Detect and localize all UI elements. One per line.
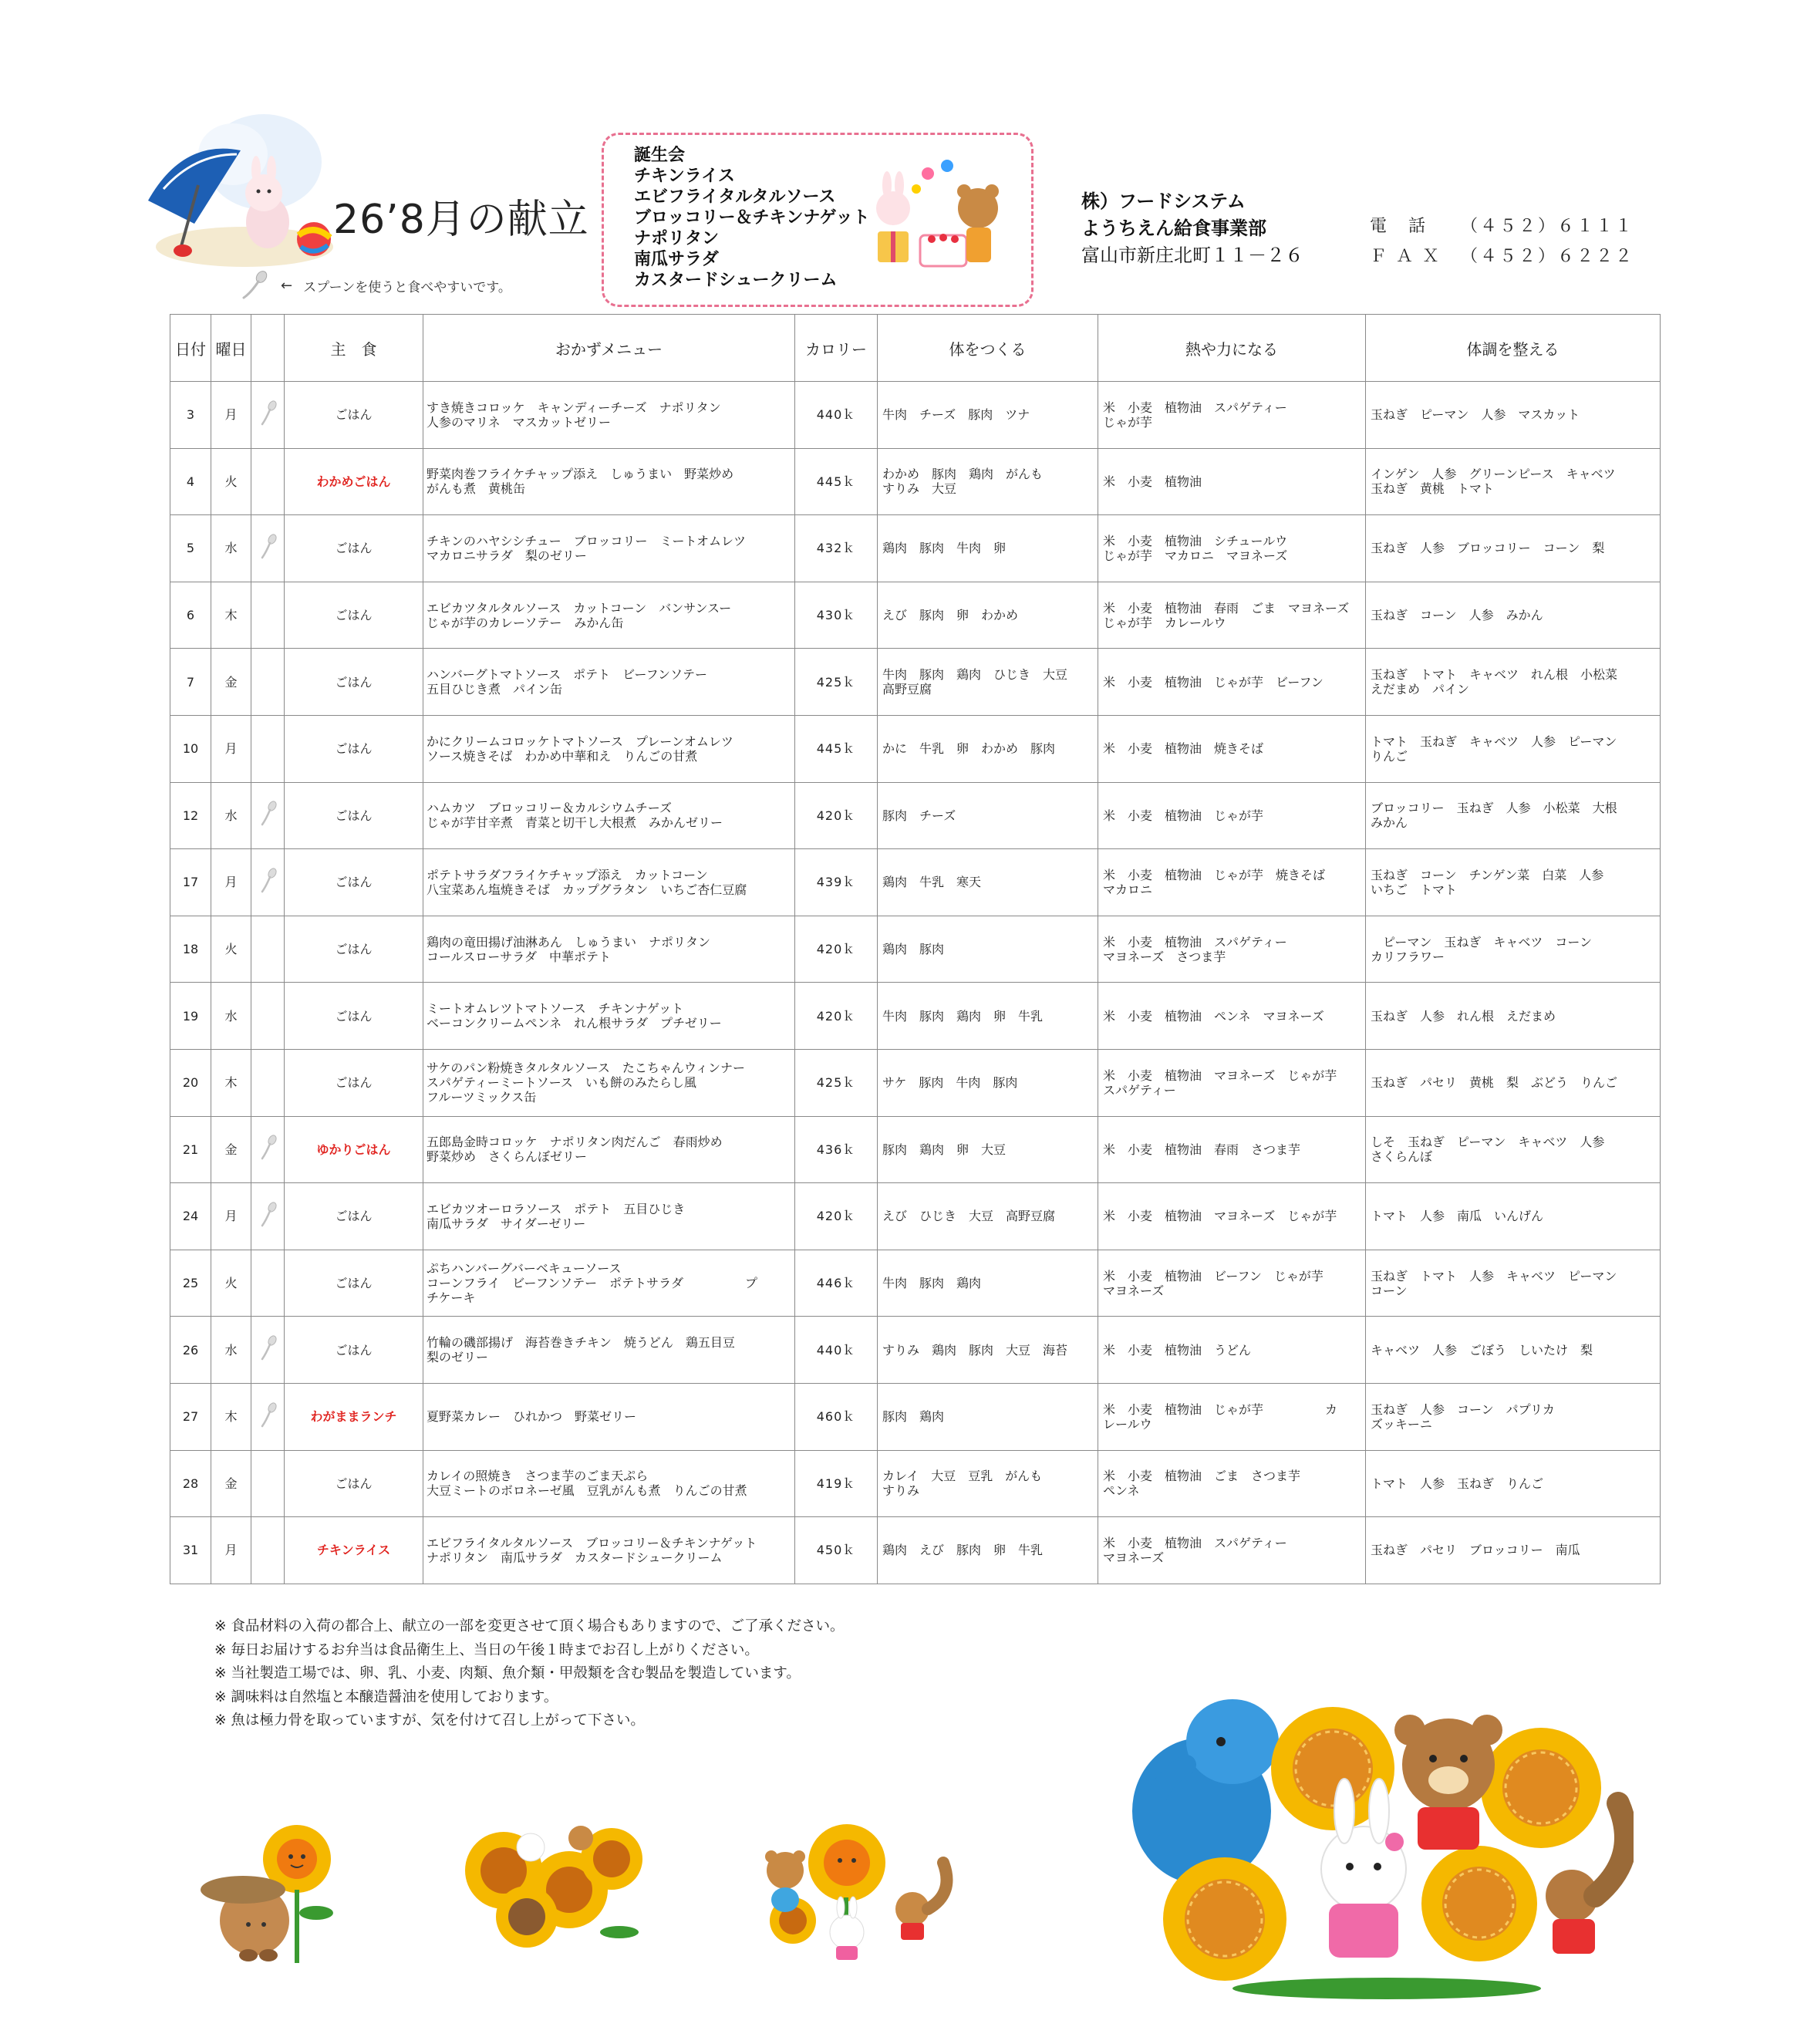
spoon-icon (258, 400, 278, 430)
cell-side-dishes: ハムカツ ブロッコリー＆カルシウムチーズ じゃが芋甘辛煮 青菜と切干し大根煮 みかんゼリー (423, 782, 795, 849)
cell-staple: わがままランチ (285, 1383, 423, 1450)
cell-staple: ごはん (285, 916, 423, 983)
birthday-menu-item: ブロッコリー＆チキンナゲット (634, 208, 870, 228)
col-header-side: おかずメニュー (423, 315, 795, 382)
spoon-icon (258, 1402, 278, 1432)
col-header-energy: 熱や力になる (1098, 315, 1366, 382)
cell-staple: ごはん (285, 382, 423, 449)
cell-spoon (251, 916, 285, 983)
cell-condition: トマト 玉ねぎ キャベツ 人参 ピーマン りんご (1366, 715, 1661, 782)
cell-spoon (251, 983, 285, 1050)
notes (214, 1615, 845, 1733)
cell-body-building: サケ 豚肉 牛肉 豚肉 (878, 1049, 1098, 1116)
cell-date: 12 (170, 782, 211, 849)
birthday-menu-list (634, 145, 870, 291)
cell-side-dishes: チキンのハヤシシチュー ブロッコリー ミートオムレツ マカロニサラダ 梨のゼリー (423, 515, 795, 582)
cell-condition: トマト 人参 玉ねぎ りんご (1366, 1450, 1661, 1517)
cell-calorie: 440ｋ (795, 382, 878, 449)
cell-side-dishes: 鶏肉の竜田揚げ油淋あん しゅうまい ナポリタン コールスローサラダ 中華ポテト (423, 916, 795, 983)
cell-dow: 火 (211, 448, 251, 515)
cell-body-building: すりみ 鶏肉 豚肉 大豆 海苔 (878, 1317, 1098, 1384)
cell-body-building: 鶏肉 豚肉 牛肉 卵 (878, 515, 1098, 582)
cell-date: 17 (170, 849, 211, 916)
cell-date: 26 (170, 1317, 211, 1384)
cell-staple: ごはん (285, 1183, 423, 1250)
table-row (170, 515, 1661, 582)
col-header-calorie: カロリー (795, 315, 878, 382)
table-row (170, 715, 1661, 782)
cell-condition: 玉ねぎ トマト 人参 キャベツ ピーマン コーン (1366, 1250, 1661, 1317)
cell-energy: 米 小麦 植物油 スパゲティー マヨネーズ さつま芋 (1098, 916, 1366, 983)
spoon-icon (258, 1202, 278, 1231)
table-row (170, 1183, 1661, 1250)
birthday-menu-item: 誕生会 (634, 146, 686, 165)
cell-body-building: 牛肉 豚肉 鶏肉 ひじき 大豆 高野豆腐 (878, 649, 1098, 716)
cell-date: 25 (170, 1250, 211, 1317)
cell-calorie: 439ｋ (795, 849, 878, 916)
cell-body-building: カレイ 大豆 豆乳 がんも すりみ (878, 1450, 1098, 1517)
cell-energy: 米 小麦 植物油 スパゲティー じゃが芋 (1098, 382, 1366, 449)
bear-bunny-squirrel-sunflowers-illustration (754, 1816, 955, 1963)
cell-condition: トマト 人参 南瓜 いんげん (1366, 1183, 1661, 1250)
col-header-staple: 主 食 (285, 315, 423, 382)
table-row (170, 849, 1661, 916)
cell-energy: 米 小麦 植物油 ペンネ マヨネーズ (1098, 983, 1366, 1050)
cell-staple: ごはん (285, 649, 423, 716)
cell-spoon (251, 448, 285, 515)
cell-body-building: 牛肉 豚肉 鶏肉 (878, 1250, 1098, 1317)
cell-staple: わかめごはん (285, 448, 423, 515)
cell-side-dishes: サケのパン粉焼きタルタルソース たこちゃんウィンナー スパゲティーミートソース いも餅のみたらし風 フルーツミックス缶 (423, 1049, 795, 1116)
cell-dow: 木 (211, 582, 251, 649)
contact-info (1370, 211, 1634, 272)
col-header-condition: 体調を整える (1366, 315, 1661, 382)
cell-date: 6 (170, 582, 211, 649)
spoon-icon (258, 1335, 278, 1364)
table-row (170, 782, 1661, 849)
cell-dow: 水 (211, 515, 251, 582)
col-header-body: 体をつくる (878, 315, 1098, 382)
cell-date: 28 (170, 1450, 211, 1517)
spoon-note-text: スプーンを使うと食べやすいです。 (303, 279, 511, 295)
note-item: ※ 魚は極力骨を取っていますが、気を付けて召し上がって下さい。 (214, 1712, 645, 1729)
cell-body-building: 鶏肉 えび 豚肉 卵 牛乳 (878, 1517, 1098, 1584)
cell-spoon (251, 1450, 285, 1517)
col-header-dow: 曜日 (211, 315, 251, 382)
table-row (170, 448, 1661, 515)
table-header-row (170, 315, 1661, 382)
cell-date: 10 (170, 715, 211, 782)
cell-energy: 米 小麦 植物油 春雨 ごま マヨネーズ じゃが芋 カレールウ (1098, 582, 1366, 649)
cell-side-dishes: かにクリームコロッケトマトソース プレーンオムレツ ソース焼きそば わかめ中華和え りんごの甘煮 (423, 715, 795, 782)
fax-number: （４５２）６２２２ (1461, 247, 1635, 266)
cell-staple: ごはん (285, 1250, 423, 1317)
note-item: ※ 当社製造工場では、卵、乳、小麦、肉類、魚介類・甲殻類を含む製品を製造しています。 (214, 1665, 801, 1681)
cell-calorie: 425ｋ (795, 649, 878, 716)
spoon-icon (239, 270, 270, 301)
menu-table (170, 314, 1661, 1584)
cell-staple: ごはん (285, 983, 423, 1050)
cell-staple: チキンライス (285, 1517, 423, 1584)
arrow-left-icon: ← (281, 277, 293, 294)
sunflower-hedgehog-illustration (201, 1820, 362, 1967)
company-name: 株）フードシステム (1081, 191, 1246, 212)
cell-side-dishes: ミートオムレツトマトソース チキンナゲット ベーコンクリームペンネ れん根サラダ プチゼリー (423, 983, 795, 1050)
cell-body-building: えび 豚肉 卵 わかめ (878, 582, 1098, 649)
cell-energy: 米 小麦 植物油 焼きそば (1098, 715, 1366, 782)
cell-side-dishes: 竹輪の磯部揚げ 海苔巻きチキン 焼うどん 鶏五目豆 梨のゼリー (423, 1317, 795, 1384)
table-row (170, 582, 1661, 649)
cell-staple: ゆかりごはん (285, 1116, 423, 1183)
cell-dow: 水 (211, 1317, 251, 1384)
cell-dow: 水 (211, 983, 251, 1050)
cell-body-building: 牛肉 チーズ 豚肉 ツナ (878, 382, 1098, 449)
cell-side-dishes: エビフライタルタルソース ブロッコリー＆チキンナゲット ナポリタン 南瓜サラダ カスタードシュークリーム (423, 1517, 795, 1584)
cell-condition: 玉ねぎ コーン チンゲン菜 白菜 人参 いちご トマト (1366, 849, 1661, 916)
table-row (170, 1049, 1661, 1116)
cell-staple: ごはん (285, 849, 423, 916)
cell-staple: ごはん (285, 1317, 423, 1384)
cell-spoon (251, 582, 285, 649)
cell-calorie: 420ｋ (795, 916, 878, 983)
cell-staple: ごはん (285, 1450, 423, 1517)
cell-date: 19 (170, 983, 211, 1050)
cell-date: 5 (170, 515, 211, 582)
company-division: ようちえん給食事業部 (1081, 218, 1266, 239)
cell-energy: 米 小麦 植物油 じゃが芋 ビーフン (1098, 649, 1366, 716)
cell-energy: 米 小麦 植物油 春雨 さつま芋 (1098, 1116, 1366, 1183)
cell-body-building: 鶏肉 豚肉 (878, 916, 1098, 983)
cell-condition: ブロッコリー 玉ねぎ 人参 小松菜 大根 みかん (1366, 782, 1661, 849)
cell-date: 20 (170, 1049, 211, 1116)
cell-dow: 火 (211, 1250, 251, 1317)
col-header-date: 日付 (170, 315, 211, 382)
note-item: ※ 調味料は自然塩と本醸造醤油を使用しております。 (214, 1688, 558, 1705)
cell-energy: 米 小麦 植物油 スパゲティー マヨネーズ (1098, 1517, 1366, 1584)
cell-dow: 木 (211, 1049, 251, 1116)
cell-spoon (251, 782, 285, 849)
cell-side-dishes: ぷちハンバーグバーベキューソース コーンフライ ビーフンソテー ポテトサラダ プ チケーキ (423, 1250, 795, 1317)
table-row (170, 1116, 1661, 1183)
cell-spoon (251, 1317, 285, 1384)
cell-body-building: 牛肉 豚肉 鶏肉 卵 牛乳 (878, 983, 1098, 1050)
cell-energy: 米 小麦 植物油 マヨネーズ じゃが芋 スパゲティー (1098, 1049, 1366, 1116)
cell-calorie: 420ｋ (795, 782, 878, 849)
cell-calorie: 460ｋ (795, 1383, 878, 1450)
birthday-menu-item: ナポリタン (634, 229, 720, 248)
beach-bunny-illustration (148, 108, 341, 278)
table-row (170, 382, 1661, 449)
table-row (170, 649, 1661, 716)
birthday-party-illustration (862, 154, 1017, 285)
cell-spoon (251, 382, 285, 449)
company-info (1081, 188, 1303, 269)
spoon-icon (258, 868, 278, 897)
note-item: ※ 毎日お届けするお弁当は食品衛生上、当日の午後１時までお召し上がりください。 (214, 1641, 759, 1658)
cell-body-building: わかめ 豚肉 鶏肉 がんも すりみ 大豆 (878, 448, 1098, 515)
cell-condition: しそ 玉ねぎ ピーマン キャベツ 人参 さくらんぼ (1366, 1116, 1661, 1183)
cell-side-dishes: エビカツタルタルソース カットコーン バンサンスー じゃが芋のカレーソテー みかん缶 (423, 582, 795, 649)
cell-staple: ごはん (285, 715, 423, 782)
cell-condition: 玉ねぎ 人参 ブロッコリー コーン 梨 (1366, 515, 1661, 582)
fax-label: ＦＡＸ (1370, 247, 1449, 266)
cell-energy: 米 小麦 植物油 (1098, 448, 1366, 515)
cell-dow: 月 (211, 715, 251, 782)
cell-calorie: 445ｋ (795, 715, 878, 782)
cell-body-building: 鶏肉 牛乳 寒天 (878, 849, 1098, 916)
page-title: 26’8月の献立 (333, 197, 589, 243)
tel-number: （４５２）６１１１ (1461, 217, 1635, 236)
cell-date: 4 (170, 448, 211, 515)
cell-side-dishes: ハンバーグトマトソース ポテト ビーフンソテー 五目ひじき煮 パイン缶 (423, 649, 795, 716)
cell-side-dishes: ポテトサラダフライケチャップ添え カットコーン 八宝菜あん塩焼きそば カップグラタン いちご杏仁豆腐 (423, 849, 795, 916)
table-row (170, 1450, 1661, 1517)
cell-calorie: 419ｋ (795, 1450, 878, 1517)
cell-date: 31 (170, 1517, 211, 1584)
cell-condition: 玉ねぎ 人参 コーン パプリカ ズッキーニ (1366, 1383, 1661, 1450)
cell-dow: 木 (211, 1383, 251, 1450)
table-row (170, 1317, 1661, 1384)
cell-dow: 月 (211, 382, 251, 449)
cell-dow: 金 (211, 1450, 251, 1517)
cell-energy: 米 小麦 植物油 じゃが芋 焼きそば マカロニ (1098, 849, 1366, 916)
table-row (170, 1517, 1661, 1584)
cell-body-building: 豚肉 チーズ (878, 782, 1098, 849)
cell-energy: 米 小麦 植物油 マヨネーズ じゃが芋 (1098, 1183, 1366, 1250)
cell-calorie: 420ｋ (795, 1183, 878, 1250)
cell-side-dishes: カレイの照焼き さつま芋のごま天ぷら 大豆ミートのボロネーゼ風 豆乳がんも煮 りんごの甘煮 (423, 1450, 795, 1517)
menu-table-body (170, 382, 1661, 1584)
cell-calorie: 450ｋ (795, 1517, 878, 1584)
table-row (170, 1250, 1661, 1317)
tel-label: 電 話 (1370, 217, 1428, 236)
cell-energy: 米 小麦 植物油 じゃが芋 カ レールウ (1098, 1383, 1366, 1450)
cell-side-dishes: 野菜肉巻フライケチャップ添え しゅうまい 野菜炒め がんも煮 黄桃缶 (423, 448, 795, 515)
birthday-menu-item: カスタードシュークリーム (634, 271, 838, 290)
cell-dow: 月 (211, 1517, 251, 1584)
cell-date: 18 (170, 916, 211, 983)
cell-dow: 金 (211, 649, 251, 716)
cell-energy: 米 小麦 植物油 じゃが芋 (1098, 782, 1366, 849)
cell-spoon (251, 1250, 285, 1317)
cell-condition: 玉ねぎ 人参 れん根 えだまめ (1366, 983, 1661, 1050)
cell-spoon (251, 1116, 285, 1183)
birthday-menu-item: エビフライタルタルソース (634, 187, 836, 207)
cell-dow: 火 (211, 916, 251, 983)
cell-condition: 玉ねぎ パセリ ブロッコリー 南瓜 (1366, 1517, 1661, 1584)
cell-condition: 玉ねぎ コーン 人参 みかん (1366, 582, 1661, 649)
table-row (170, 983, 1661, 1050)
cell-energy: 米 小麦 植物油 シチュールウ じゃが芋 マカロニ マヨネーズ (1098, 515, 1366, 582)
elephant-bear-bunny-sunflowers-illustration (1132, 1695, 1634, 2000)
cell-spoon (251, 1049, 285, 1116)
cell-condition: 玉ねぎ トマト キャベツ れん根 小松菜 えだまめ パイン (1366, 649, 1661, 716)
cell-dow: 金 (211, 1116, 251, 1183)
cell-condition: ピーマン 玉ねぎ キャベツ コーン カリフラワー (1366, 916, 1661, 983)
spoon-icon (258, 534, 278, 563)
cell-calorie: 440ｋ (795, 1317, 878, 1384)
cell-condition: インゲン 人参 グリーンピース キャベツ 玉ねぎ 黄桃 トマト (1366, 448, 1661, 515)
col-header-spoon (251, 315, 285, 382)
birthday-menu-item: 南瓜サラダ (634, 250, 719, 269)
cell-spoon (251, 1517, 285, 1584)
cell-body-building: 豚肉 鶏肉 卵 大豆 (878, 1116, 1098, 1183)
table-row (170, 1383, 1661, 1450)
cell-staple: ごはん (285, 1049, 423, 1116)
cell-spoon (251, 649, 285, 716)
cell-dow: 月 (211, 849, 251, 916)
sunflowers-animals-illustration (461, 1816, 646, 1948)
cell-staple: ごはん (285, 515, 423, 582)
cell-spoon (251, 715, 285, 782)
cell-spoon (251, 1183, 285, 1250)
cell-calorie: 430ｋ (795, 582, 878, 649)
cell-staple: ごはん (285, 782, 423, 849)
table-row (170, 916, 1661, 983)
cell-date: 7 (170, 649, 211, 716)
cell-dow: 月 (211, 1183, 251, 1250)
cell-condition: 玉ねぎ パセリ 黄桃 梨 ぶどう りんご (1366, 1049, 1661, 1116)
birthday-menu-item: チキンライス (634, 167, 735, 186)
cell-date: 21 (170, 1116, 211, 1183)
cell-side-dishes: 五郎島金時コロッケ ナポリタン肉だんご 春雨炒め 野菜炒め さくらんぼゼリー (423, 1116, 795, 1183)
cell-calorie: 425ｋ (795, 1049, 878, 1116)
cell-calorie: 420ｋ (795, 983, 878, 1050)
cell-energy: 米 小麦 植物油 ごま さつま芋 ペンネ (1098, 1450, 1366, 1517)
cell-body-building: 豚肉 鶏肉 (878, 1383, 1098, 1450)
cell-date: 3 (170, 382, 211, 449)
cell-body-building: かに 牛乳 卵 わかめ 豚肉 (878, 715, 1098, 782)
cell-body-building: えび ひじき 大豆 高野豆腐 (878, 1183, 1098, 1250)
cell-spoon (251, 849, 285, 916)
spoon-icon (258, 801, 278, 830)
cell-calorie: 446ｋ (795, 1250, 878, 1317)
spoon-icon (258, 1135, 278, 1164)
cell-energy: 米 小麦 植物油 ビーフン じゃが芋 マヨネーズ (1098, 1250, 1366, 1317)
cell-calorie: 436ｋ (795, 1116, 878, 1183)
note-item: ※ 食品材料の入荷の都合上、献立の一部を変更させて頂く場合もありますので、ご了承ください。 (214, 1618, 845, 1634)
company-address: 富山市新庄北町１１－２６ (1081, 245, 1303, 266)
cell-dow: 水 (211, 782, 251, 849)
cell-side-dishes: すき焼きコロッケ キャンディーチーズ ナポリタン 人参のマリネ マスカットゼリー (423, 382, 795, 449)
cell-condition: 玉ねぎ ピーマン 人参 マスカット (1366, 382, 1661, 449)
cell-calorie: 445ｋ (795, 448, 878, 515)
cell-side-dishes: エビカツオーロラソース ポテト 五目ひじき 南瓜サラダ サイダーゼリー (423, 1183, 795, 1250)
cell-condition: キャベツ 人参 ごぼう しいたけ 梨 (1366, 1317, 1661, 1384)
cell-spoon (251, 515, 285, 582)
cell-staple: ごはん (285, 582, 423, 649)
cell-energy: 米 小麦 植物油 うどん (1098, 1317, 1366, 1384)
cell-calorie: 432ｋ (795, 515, 878, 582)
spoon-legend (239, 270, 511, 301)
cell-date: 24 (170, 1183, 211, 1250)
cell-side-dishes: 夏野菜カレー ひれかつ 野菜ゼリー (423, 1383, 795, 1450)
cell-date: 27 (170, 1383, 211, 1450)
cell-spoon (251, 1383, 285, 1450)
